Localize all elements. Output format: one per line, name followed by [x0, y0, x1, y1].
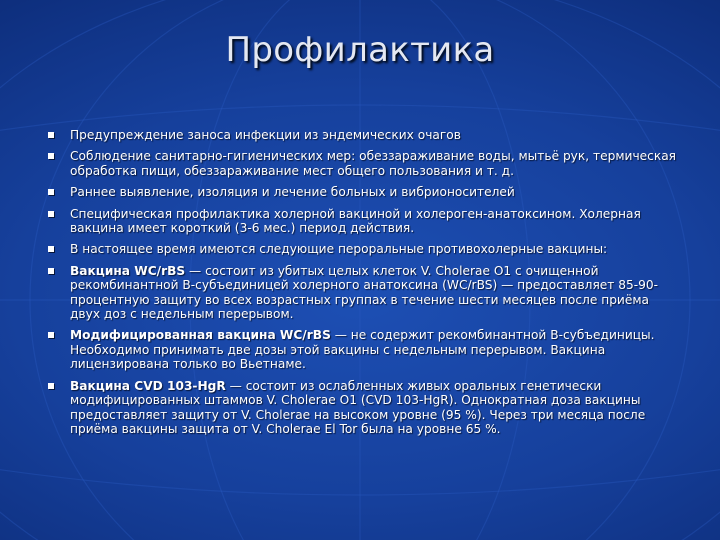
list-item — [48, 149, 680, 178]
square-bullet-icon — [48, 332, 54, 338]
list-item-text: — состоит из убитых целых клеток V. Cholerae O1 с очищенной рекомбинантной B-субъединицей холерного анатоксина (WC/rBS) — предоставляет 85-90-процентную защиту во всех возрастных группах в течение шести месяцев после приёма двух доз с недельным перерывом. — [70, 263, 659, 322]
square-bullet-icon — [48, 246, 54, 252]
square-bullet-icon — [48, 268, 54, 274]
list-item-text: Соблюдение санитарно-гигиенических мер: обеззараживание воды, мытьё рук, термическая обработка пищи, обеззараживание мест общего пользования и т. д. — [70, 149, 677, 178]
list-item-text: — состоит из ослабленных живых оральных генетически модифицированных штаммов V. Cholerae O1 (CVD 103-HgR). Однократная доза вакцины предоставляет защиту от V. Cholerae на высоком уровне (95 %). Через три месяца после приёма вакцины защита от V. Cholerae El Tor была на уровне 65 %. — [70, 378, 646, 436]
list-item-heading: Вакцина WC/rBS — [70, 263, 186, 278]
square-bullet-icon — [48, 132, 54, 138]
list-item-text: — не содержит рекомбинантной B-субъединицы. Необходимо принимать две дозы этой вакцины с недельным перерывом. Вакцина лицензирована только во Вьетнаме. — [70, 328, 655, 372]
list-item-text: Раннее выявление, изоляция и лечение больных и вибрионосителей — [70, 185, 515, 200]
list-item — [48, 185, 680, 199]
square-bullet-icon — [48, 383, 54, 389]
list-item-heading: Модифицированная вакцина WC/rBS — [70, 328, 331, 343]
square-bullet-icon — [48, 189, 54, 195]
list-item-text: В настоящее время имеются следующие пероральные противохолерные вакцины: — [70, 242, 608, 257]
list-item — [48, 207, 680, 236]
list-item — [48, 264, 680, 322]
square-bullet-icon — [48, 211, 54, 217]
slide-title: Профилактика — [225, 30, 495, 70]
list-item — [48, 328, 680, 371]
list-item — [48, 128, 680, 142]
list-item — [48, 242, 680, 256]
list-item-text: Специфическая профилактика холерной вакциной и холероген-анатоксином. Холерная вакцина имеет короткий (3-6 мес.) период действия. — [70, 206, 641, 236]
bullet-list — [48, 128, 680, 443]
list-item — [48, 379, 680, 437]
list-item-heading: Вакцина CVD 103-HgR — [70, 378, 226, 393]
square-bullet-icon — [48, 153, 54, 159]
list-item-text: Предупреждение заноса инфекции из эндемических очагов — [70, 128, 461, 142]
